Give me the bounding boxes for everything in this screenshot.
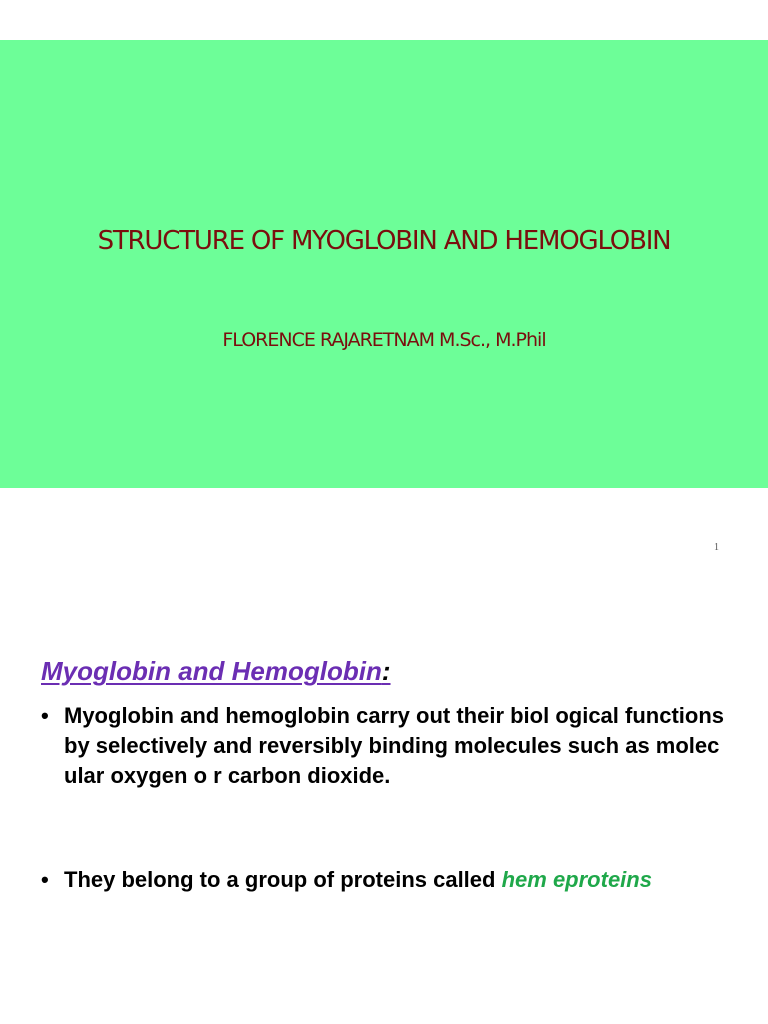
section-heading-colon: :	[381, 656, 391, 686]
bullet-marker: •	[41, 867, 49, 892]
title-slide	[0, 40, 768, 488]
bullet-text-container	[64, 865, 731, 895]
highlighted-term: hem eproteins	[501, 867, 652, 892]
content-slide	[0, 600, 768, 1024]
bullet-marker: •	[41, 703, 49, 728]
bullet-item	[41, 701, 731, 791]
slide-title: STRUCTURE OF MYOGLOBIN AND HEMOGLOBIN	[97, 226, 671, 256]
slide-author: FLORENCE RAJARETNAM M.Sc., M.Phil	[222, 329, 546, 351]
bullet-item	[41, 865, 731, 895]
page-number: 1	[714, 542, 719, 553]
top-margin	[0, 0, 768, 40]
bullet-text: Myoglobin and hemoglobin carry out their biol ogical functions by selectively and reversibly binding molecules such as molecular oxygen o r carbon dioxide.	[64, 703, 725, 788]
section-heading-text: Myoglobin and Hemoglobin	[41, 656, 382, 686]
bullet-text: They belong to a group of proteins called	[64, 867, 502, 892]
section-heading	[41, 656, 391, 687]
